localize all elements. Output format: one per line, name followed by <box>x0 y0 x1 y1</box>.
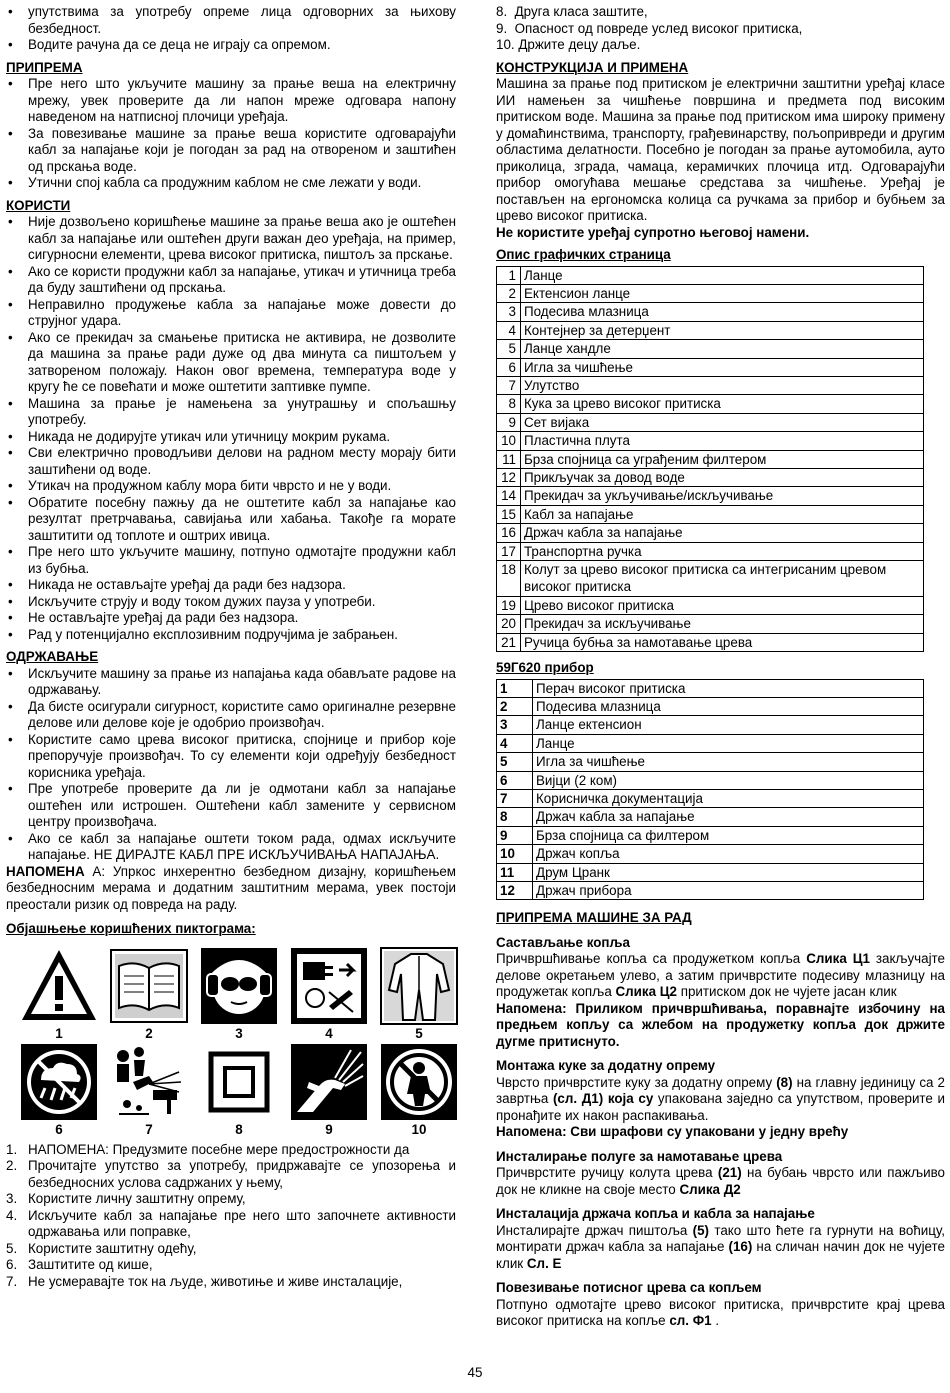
table-cell-number: 1 <box>497 266 521 284</box>
table-cell-number: 10 <box>497 432 521 450</box>
item-number: 7. <box>6 1273 18 1289</box>
table-row <box>497 542 924 560</box>
table-cell-number: 12 <box>497 468 521 486</box>
pictogram-number: 2 <box>145 1025 153 1041</box>
graphic-pages-table <box>496 266 924 653</box>
pictogram-number: 9 <box>325 1121 333 1137</box>
sastavljanje-paragraph <box>496 951 945 1001</box>
section-heading-priprema: ПРИПРЕМА <box>6 59 83 75</box>
list-item: • упутствима за употребу опреме лица одговорних за њихову безбедност. <box>6 4 456 37</box>
table-cell-description: Кабл за напајање <box>521 505 924 523</box>
pictogram-4 <box>286 946 372 1042</box>
item-text: НАПОМЕНА: Предузмите посебне мере предострожности да <box>28 1141 410 1157</box>
poluga-paragraph <box>496 1165 945 1198</box>
povezivanje-paragraph <box>496 1297 945 1330</box>
list-item: • Рад у потенцијално експлозивним подручјима је забрањен. <box>6 627 456 644</box>
high-pressure-jet-icon <box>289 1042 369 1122</box>
odrzavanje-list <box>6 666 456 864</box>
table-cell-number: 8 <box>497 808 533 826</box>
pictogram-grid <box>16 946 456 1138</box>
pictogram-8 <box>196 1042 282 1138</box>
table-row <box>497 340 924 358</box>
table-cell-description: Корисничка документација <box>533 789 924 807</box>
list-item: • Пре употребе проверите да ли је одмотани кабл за напајање оштећен или истрошен. Оштећени кабл замените у сервисном центру произвођача. <box>6 781 456 831</box>
table-row <box>497 789 924 807</box>
equipment-table <box>496 679 924 901</box>
koristi-list <box>6 214 456 643</box>
drzac-paragraph <box>496 1223 945 1273</box>
keep-children-away-icon <box>379 1042 459 1122</box>
part-ref: (8) <box>776 1074 793 1090</box>
table-cell-description: Ланце хандле <box>521 340 924 358</box>
table-row <box>497 734 924 752</box>
table-row <box>497 771 924 789</box>
item-number: 5. <box>6 1240 18 1256</box>
pictogram-5 <box>376 946 462 1042</box>
table-cell-description: Ручица бубња за намотавање црева <box>521 633 924 651</box>
list-item: • Ако се користи продужни кабл за напајање, утикач и утичница треба да буду заштићени од прскања. <box>6 264 456 297</box>
list-item: • Пре него што укључите машину за прање веша на електричну мрежу, увек проверите да ли напон мреже одговара напону наведеном на натписној плочици уређаја. <box>6 76 456 126</box>
manual-book-icon <box>109 946 189 1026</box>
subheading-sastavljanje: Састављање копља <box>496 934 630 950</box>
montaza-paragraph <box>496 1075 945 1125</box>
table-cell-number: 9 <box>497 413 521 431</box>
graphic-pages-heading: Опис графичких страница <box>496 247 671 262</box>
pictogram-number: 6 <box>55 1121 63 1137</box>
item-text: Користите личну заштитну опрему, <box>28 1191 246 1206</box>
list-item: • Искључите струју и воду током дужих пауза у употреби. <box>6 594 456 611</box>
text-run: на бубањ чврсто или пажљиво док не кликне на своје место <box>496 1165 945 1197</box>
table-cell-number: 19 <box>497 596 521 614</box>
note-label: НАПОМЕНА <box>6 863 85 879</box>
table-row <box>497 524 924 542</box>
table-cell-description: Пластична плута <box>521 432 924 450</box>
pictogram-number: 8 <box>235 1121 243 1137</box>
konstrukcija-warning: Не користите уређај супротно његовој намени. <box>496 224 810 240</box>
table-cell-description: Ланце <box>521 266 924 284</box>
table-row <box>497 505 924 523</box>
list-item: 10. Држите децу даље. <box>496 37 641 52</box>
table-cell-description: Игла за чишћење <box>533 753 924 771</box>
table-row <box>497 413 924 431</box>
table-cell-number: 6 <box>497 358 521 376</box>
item-text: Не усмеравајте ток на људе, животиње и живе инсталације, <box>28 1273 403 1289</box>
text-run: притиском док не чујете јасан клик <box>677 984 897 1000</box>
list-item: 8. Друга класа заштите, <box>496 4 648 19</box>
list-item: • Неправилно продужење кабла за напајање може довести до струјног удара. <box>6 297 456 330</box>
table-cell-number: 17 <box>497 542 521 560</box>
subheading-drzac: Инсталација држача копља и кабла за напајање <box>496 1206 815 1222</box>
table-cell-description: Држач прибора <box>533 882 924 900</box>
table-cell-description: Држач кабла за напајање <box>533 808 924 826</box>
table-row <box>497 863 924 881</box>
table-cell-description: Вијци (2 ком) <box>533 771 924 789</box>
table-row <box>497 633 924 651</box>
list-item: • Водите рачуна да се деца не играју са опремом. <box>6 37 456 54</box>
list-item: • Машина за прање је намењена за унутрашњу и спољашњу употребу. <box>6 396 456 429</box>
table-cell-description: Црево високог притиска <box>521 596 924 614</box>
equipment-heading: 59Г620 прибор <box>496 660 594 676</box>
pictogram-number: 10 <box>411 1121 427 1137</box>
item-number: 4. <box>6 1207 18 1223</box>
section-heading-odrzavanje: ОДРЖАВАЊЕ <box>6 649 99 664</box>
left-column <box>6 4 456 1290</box>
text-run: закључајте делове окретањем улево, а затим причврстите подесиву млазницу на продужетак копља <box>496 951 945 1000</box>
table-cell-description: Ланце ектенсион <box>533 716 924 734</box>
list-item <box>6 1257 456 1274</box>
table-cell-number: 4 <box>497 321 521 339</box>
item-number: 2. <box>6 1158 18 1173</box>
list-item: • Искључите машину за прање из напајања када обављате радове на одржавању. <box>6 666 456 699</box>
figure-ref: Сл. Е <box>526 1255 562 1271</box>
table-cell-description: Игла за чишћење <box>521 358 924 376</box>
table-row <box>497 321 924 339</box>
text-run: на главну јединицу са 2 завртња <box>496 1074 946 1107</box>
list-item: • Никада не додирујте утикач или утичницу мокрим рукама. <box>6 429 456 446</box>
item-text: Заштитите од кише, <box>28 1257 153 1272</box>
graphic-pages-body <box>497 266 924 652</box>
pictogram-2 <box>106 946 192 1042</box>
table-row <box>497 468 924 486</box>
text-run: Чврсто причврстите куку за додатну опрему <box>496 1074 777 1090</box>
table-cell-number: 16 <box>497 524 521 542</box>
table-row <box>497 561 924 597</box>
figure-ref: сл. Ф1 <box>669 1313 712 1329</box>
text-run: упакована заједно са упутством, проверите и пронађите их након распакивања. <box>496 1091 945 1123</box>
table-row <box>497 845 924 863</box>
table-cell-number: 12 <box>497 882 533 900</box>
table-row <box>497 376 924 394</box>
text-run: . <box>711 1313 720 1329</box>
list-item: • Утикач на продужном каблу мора бити чврсто и не у води. <box>6 478 456 495</box>
table-row <box>497 596 924 614</box>
table-row <box>497 450 924 468</box>
pictogram-number: 7 <box>145 1121 153 1137</box>
part-ref: (5) <box>692 1222 710 1238</box>
table-cell-number: 10 <box>497 845 533 863</box>
table-cell-description: Подесива млазница <box>521 303 924 321</box>
table-row <box>497 432 924 450</box>
warning-triangle-icon <box>19 946 99 1026</box>
table-cell-description: Колут за црево високог притиска са интегрисаним цревом високог притиска <box>521 561 924 597</box>
table-row <box>497 716 924 734</box>
list-item: • Не остављајте уређај да ради без надзора. <box>6 610 456 627</box>
table-cell-number: 4 <box>497 734 533 752</box>
pictogram-number: 1 <box>55 1025 63 1041</box>
pictogram-number: 3 <box>235 1025 243 1041</box>
table-cell-number: 5 <box>497 340 521 358</box>
table-cell-description: Перач високог притиска <box>533 679 924 697</box>
table-cell-description: Прикључак за довод воде <box>521 468 924 486</box>
konstrukcija-paragraph: Машина за прање под притиском је електрични заштитни уређај класе ИИ намењен за чишћење површина и предмета под високим притиском воде. Машина за прање под притиском има широку примену у домаћинствима, транспорту, грађевинарству, пољопривреди и другим областима делатности. Посебно је погодан за прање аутомобила, ауто приколица, зграда, чамаца, керамичких плочица итд. Одговарајући прибор омогућава мешање средстава за чишћење. Уређај је постављен на ергономска колица са ручкама за прибор и бубњем за црево високог притиска. <box>496 76 945 223</box>
list-item: • Обратите посебну пажњу да не оштетите кабл за напајање као резултат претрчавања, савијања или хабања. Такође га морате заштитити од топлоте и оштрих ивица. <box>6 495 456 545</box>
sastavljanje-note: Напомена: Приликом причвршћивања, поравнајте избочину на предњем копљу са жлебом на продужетку копља док држите дугме притиснуто. <box>496 1000 945 1049</box>
table-cell-description: Контејнер за детерџент <box>521 321 924 339</box>
goggles-ear-protection-icon <box>199 946 279 1026</box>
table-row <box>497 697 924 715</box>
right-column <box>496 4 945 1330</box>
protective-clothing-icon <box>379 946 459 1026</box>
table-cell-description: Брза спојница са уграђеним филтером <box>521 450 924 468</box>
list-item <box>6 1274 456 1291</box>
table-cell-number: 2 <box>497 697 533 715</box>
subheading-poluga: Инсталирање полуге за намотавање црева <box>496 1148 783 1164</box>
montaza-note: Напомена: Сви шрафови су упаковани у једну врећу <box>496 1124 849 1140</box>
pictogram-3 <box>196 946 282 1042</box>
pictogram-6 <box>16 1042 102 1138</box>
table-row <box>497 753 924 771</box>
list-item: • Никада не остављајте уређај да ради без надзора. <box>6 577 456 594</box>
table-cell-description: Држач копља <box>533 845 924 863</box>
list-item: 9. Опасност од повреде услед високог притиска, <box>496 20 803 36</box>
item-text: Искључите кабл за напајање пре него што започнете активности одржавања или поправке, <box>28 1207 456 1239</box>
table-cell-description: Улутство <box>521 376 924 394</box>
text-run: Инсталирајте држач пиштоља <box>496 1222 693 1238</box>
table-cell-number: 5 <box>497 753 533 771</box>
list-item: • Утични спој кабла са продужним каблом не сме лежати у води. <box>6 175 456 192</box>
pictogram-1 <box>16 946 102 1042</box>
list-item <box>6 1208 456 1241</box>
table-cell-number: 8 <box>497 395 521 413</box>
pictogram-9 <box>286 1042 372 1138</box>
text-run: Потпуно одмотајте црево високог притиска, причврстите крај црева високог притиска на копље <box>496 1296 945 1329</box>
item-text: Прочитајте упутство за употребу, придржавајте се упозорења и безбедносних услова садржаних у њему, <box>28 1158 456 1190</box>
table-row <box>497 266 924 284</box>
list-item: • За повезивање машине за прање веша користите одговарајући кабл за напајање који је погодан за рад на отвореном и заштићен од прскања воде. <box>6 126 456 176</box>
pictogram-7 <box>106 1042 192 1138</box>
equipment-body <box>497 679 924 900</box>
table-cell-number: 20 <box>497 615 521 633</box>
text-run: на сличан начин док не чујете клик <box>496 1239 945 1271</box>
table-cell-number: 6 <box>497 771 533 789</box>
table-cell-number: 3 <box>497 303 521 321</box>
subheading-montaza: Монтажа куке за додатну опрему <box>496 1058 716 1074</box>
pictogram-explanations <box>6 1142 456 1291</box>
subheading-povezivanje: Повезивање потисног црева са копљем <box>496 1280 762 1296</box>
list-item <box>6 1158 456 1191</box>
list-item: • Сви електрично проводљиви делови на радном месту морају бити заштићени од воде. <box>6 445 456 478</box>
table-cell-description: Прекидач за искључивање <box>521 615 924 633</box>
no-spray-at-people-icon <box>109 1042 189 1122</box>
item-number: 3. <box>6 1191 18 1206</box>
table-cell-number: 3 <box>497 716 533 734</box>
table-cell-number: 14 <box>497 487 521 505</box>
list-item: • Ако се прекидач за смањење притиска не активира, не дозволите да машина за прање ради дуже од два минута са пиштољем у затвореном положају. Након овог времена, температура воде у кругу ће се повећати и може оштетити заптивке пумпе. <box>6 330 456 396</box>
page-number: 45 <box>467 1365 483 1380</box>
table-row <box>497 303 924 321</box>
rain-protection-icon <box>19 1042 99 1122</box>
part-ref: (16) <box>728 1239 753 1255</box>
table-row <box>497 826 924 844</box>
table-cell-number: 1 <box>497 679 533 697</box>
figure-ref: (сл. Д1) која су <box>552 1091 654 1107</box>
table-cell-number: 9 <box>497 826 533 844</box>
pictograms-heading: Објашњење коришћених пиктограма: <box>6 921 256 936</box>
list-item: • Да бисте осигурали сигурност, користите само оригиналне резервне делове или делове које је одобрио произвођач. <box>6 699 456 732</box>
table-cell-description: Држач кабла за напајање <box>521 524 924 542</box>
table-cell-description: Подесива млазница <box>533 697 924 715</box>
list-item <box>6 1191 456 1208</box>
table-cell-number: 7 <box>497 789 533 807</box>
part-ref: (21) <box>717 1165 742 1181</box>
table-cell-description: Ектенсион ланце <box>521 284 924 302</box>
unplug-cable-icon <box>289 946 369 1026</box>
table-cell-description: Сет вијака <box>521 413 924 431</box>
table-cell-number: 11 <box>497 450 521 468</box>
class-ii-insulation-icon <box>199 1042 279 1122</box>
pictogram-number: 4 <box>325 1025 333 1041</box>
table-row <box>497 679 924 697</box>
table-row <box>497 284 924 302</box>
item-number: 6. <box>6 1257 18 1272</box>
table-cell-number: 11 <box>497 863 533 881</box>
table-cell-description: Друм Цранк <box>533 863 924 881</box>
priprema-list <box>6 76 456 192</box>
list-item <box>6 1142 456 1159</box>
list-item: • Ако се кабл за напајање оштети током рада, одмах искључите напајање. НЕ ДИРАЈТЕ КАБЛ ПРЕ ИСКЉУЧИВАЊА НАПАЈАЊА. <box>6 831 456 864</box>
list-item: • Није дозвољено коришћење машине за прање веша ако је оштећен кабл за напајање или оштећен други важан део уређаја, на пример, сигурносни елементи, црева високог притиска, пиштољ за прскање. <box>6 214 456 264</box>
table-cell-description: Транспортна ручка <box>521 542 924 560</box>
text-run: Причвршћивање копља са продужетком копља <box>496 951 807 967</box>
text-run: Причврстите ручицу колута црева <box>496 1165 718 1181</box>
figure-ref: Слика Ц1 <box>806 951 870 967</box>
table-cell-number: 15 <box>497 505 521 523</box>
list-item: • Пре него што укључите машину, потпуно одмотајте продужни кабл из бубња. <box>6 544 456 577</box>
section-heading-priprema-masine: ПРИПРЕМА МАШИНЕ ЗА РАД <box>496 910 692 926</box>
table-cell-number: 7 <box>497 376 521 394</box>
pictogram-explanations-continued <box>496 4 945 54</box>
table-cell-description: Прекидач за укључивање/искључивање <box>521 487 924 505</box>
figure-ref: Слика Ц2 <box>615 984 678 1000</box>
list-item <box>6 1241 456 1258</box>
item-number: 1. <box>6 1141 18 1157</box>
intro-bullets <box>6 4 456 54</box>
section-heading-konstrukcija: КОНСТРУКЦИЈА И ПРИМЕНА <box>496 59 689 75</box>
note-paragraph <box>6 864 456 914</box>
list-item: • Користите само црева високог притиска, спојнице и прибор које препоручује произвођач. То су елементи који одређују безбедност корисника уређаја. <box>6 732 456 782</box>
table-cell-number: 21 <box>497 633 521 651</box>
table-row <box>497 358 924 376</box>
section-heading-koristi: КОРИСТИ <box>6 197 71 213</box>
pictogram-10 <box>376 1042 462 1138</box>
item-text: Користите заштитну одећу, <box>28 1240 197 1256</box>
table-row <box>497 395 924 413</box>
note-text: А: Упркос инхерентно безбедном дизајну, коришћењем безбедносним мерама и додатним заштитним мерама, увек постоји преостали ризик од повреда на раду. <box>6 863 456 912</box>
table-cell-description: Ланце <box>533 734 924 752</box>
table-row <box>497 808 924 826</box>
table-cell-description: Кука за црево високог притиска <box>521 395 924 413</box>
text-run: тако што ћете га гурнути на воћицу, монтирати држач кабла за напајање <box>496 1222 945 1255</box>
pictogram-number: 5 <box>415 1025 423 1041</box>
table-row <box>497 615 924 633</box>
table-cell-number: 18 <box>497 561 521 597</box>
table-cell-description: Брза спојница са филтером <box>533 826 924 844</box>
figure-ref: Слика Д2 <box>679 1181 741 1197</box>
table-row <box>497 882 924 900</box>
table-cell-number: 2 <box>497 284 521 302</box>
table-row <box>497 487 924 505</box>
